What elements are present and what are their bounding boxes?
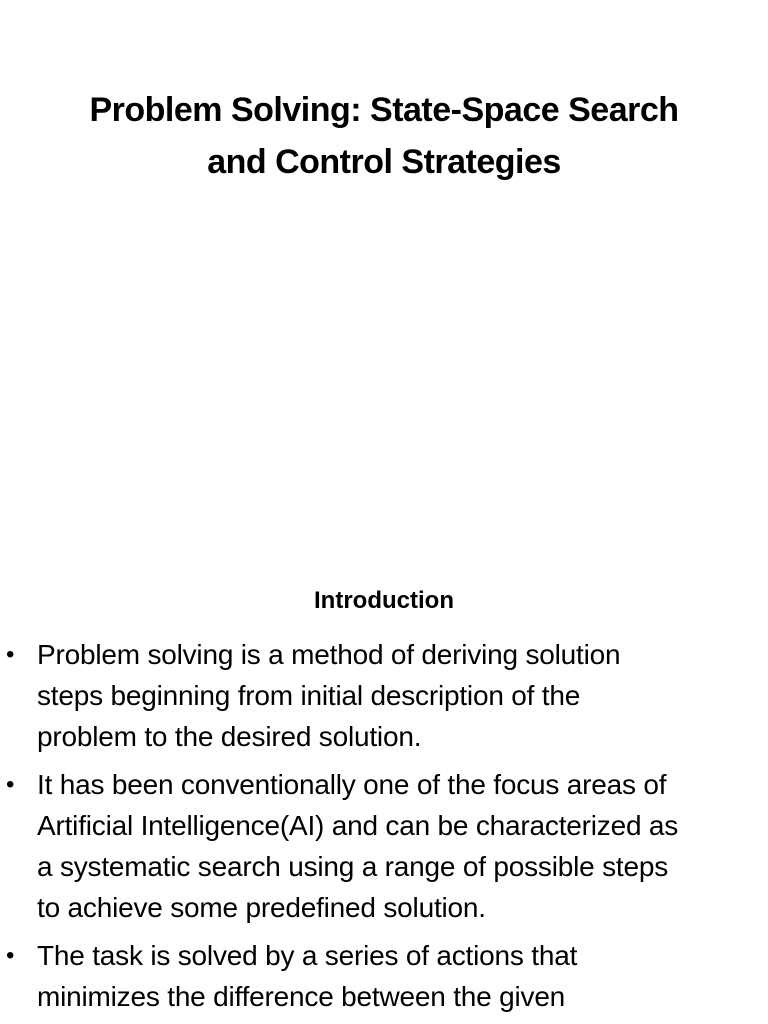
- bullet-3-line-1: The task is solved by a series of actions that: [37, 940, 578, 971]
- bullet-1-line-3: problem to the desired solution.: [37, 721, 422, 752]
- section-heading: Introduction: [314, 587, 454, 614]
- bullet-item-2: [0, 764, 768, 928]
- bullet-item-3: [0, 935, 768, 1017]
- slide-title-line-2: and Control Strategies: [207, 143, 561, 181]
- slide-title: [0, 84, 768, 188]
- slide-title-line-1: Problem Solving: State-Space Search: [89, 91, 679, 129]
- bullet-2-line-1: It has been conventionally one of the focus areas of: [37, 769, 667, 800]
- bullet-dot-icon: •: [6, 942, 15, 969]
- bullet-dot-icon: •: [6, 641, 15, 668]
- bullet-list: [0, 634, 768, 1024]
- bullet-item-1: [0, 634, 768, 757]
- bullet-1-line-2: steps beginning from initial description of the: [37, 680, 581, 711]
- bullet-1-line-1: Problem solving is a method of deriving solution: [37, 639, 621, 670]
- bullet-2-line-4: to achieve some predefined solution.: [37, 892, 486, 923]
- bullet-3-line-2: minimizes the difference between the given: [37, 981, 566, 1012]
- bullet-dot-icon: •: [6, 771, 15, 798]
- bullet-2-line-3: a systematic search using a range of possible steps: [37, 851, 669, 882]
- bullet-2-line-2: Artificial Intelligence(AI) and can be characterized as: [37, 810, 679, 841]
